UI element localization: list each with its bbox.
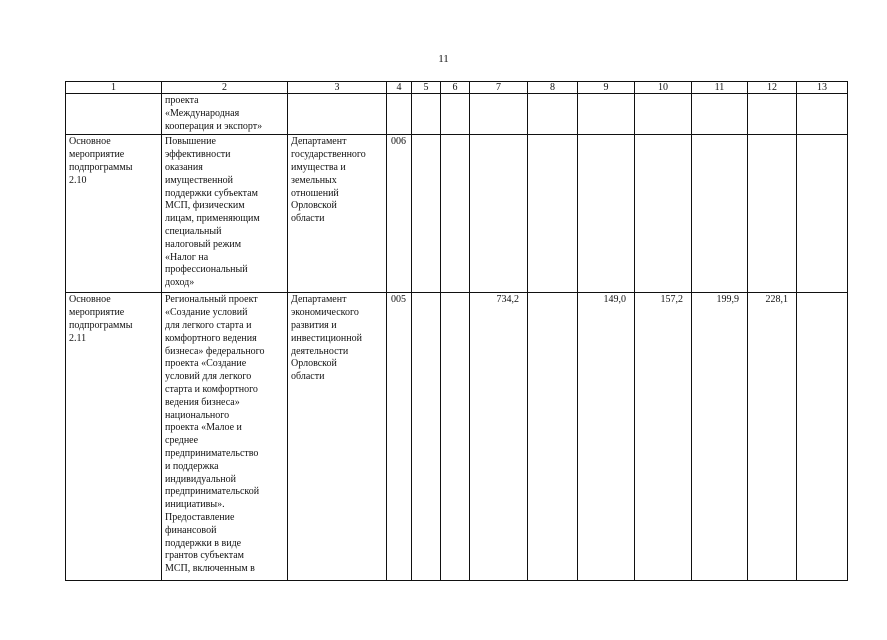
table-cell: 199,9 [692, 293, 748, 581]
table-cell [797, 135, 848, 293]
table-cell [412, 94, 441, 135]
header-row [66, 82, 848, 94]
table-row [66, 94, 848, 135]
table-cell [412, 135, 441, 293]
table-cell: 006 [387, 135, 412, 293]
column-header: 13 [797, 82, 848, 94]
column-header: 3 [288, 82, 387, 94]
table-cell [748, 94, 797, 135]
table-cell [748, 135, 797, 293]
table-cell [470, 94, 528, 135]
table-cell: 005 [387, 293, 412, 581]
table-cell [635, 94, 692, 135]
table-cell [797, 94, 848, 135]
table-cell [528, 293, 578, 581]
data-table [65, 81, 848, 581]
table-cell [692, 94, 748, 135]
column-header: 5 [412, 82, 441, 94]
table-cell: 228,1 [748, 293, 797, 581]
column-header: 2 [162, 82, 288, 94]
table-cell: Департамент экономического развития и инвестиционной деятельности Орловской области [288, 293, 387, 581]
table-cell [412, 293, 441, 581]
table-cell [66, 94, 162, 135]
column-header: 4 [387, 82, 412, 94]
table-cell [578, 135, 635, 293]
table-row [66, 135, 848, 293]
table-cell [441, 94, 470, 135]
table-cell: 157,2 [635, 293, 692, 581]
table-cell [441, 135, 470, 293]
column-header: 1 [66, 82, 162, 94]
table-cell [578, 94, 635, 135]
table-cell: проекта «Международная кооперация и экспорт» [162, 94, 288, 135]
table-row [66, 293, 848, 581]
column-header: 10 [635, 82, 692, 94]
column-header: 12 [748, 82, 797, 94]
table-cell: Основное мероприятие подпрограммы 2.10 [66, 135, 162, 293]
column-header: 11 [692, 82, 748, 94]
table-cell [528, 94, 578, 135]
column-header: 6 [441, 82, 470, 94]
column-header: 8 [528, 82, 578, 94]
table-cell: 734,2 [470, 293, 528, 581]
table-cell: Региональный проект «Создание условий для легкого старта и комфортного ведения бизнеса» федерального проекта «Создание условий для легкого старта и комфортного ведения бизнеса» национального проекта «Малое и среднее предпринимательство и поддержка индивидуальной предпринимательской инициативы». Предоставление финансовой поддержки в виде грантов субъектам МСП, включенным в [162, 293, 288, 581]
column-header: 7 [470, 82, 528, 94]
table-cell [387, 94, 412, 135]
table-cell [528, 135, 578, 293]
table-cell [635, 135, 692, 293]
page-number: 11 [438, 53, 449, 65]
table-cell: Повышение эффективности оказания имущественной поддержки субъектам МСП, физическим лицам, применяющим специальный налоговый режим «Налог на профессиональный доход» [162, 135, 288, 293]
table-cell: 149,0 [578, 293, 635, 581]
table-cell [288, 94, 387, 135]
table-cell [470, 135, 528, 293]
table-cell [797, 293, 848, 581]
table-cell: Основное мероприятие подпрограммы 2.11 [66, 293, 162, 581]
table-cell [692, 135, 748, 293]
table-cell [441, 293, 470, 581]
table-cell: Департамент государственного имущества и земельных отношений Орловской области [288, 135, 387, 293]
column-header: 9 [578, 82, 635, 94]
